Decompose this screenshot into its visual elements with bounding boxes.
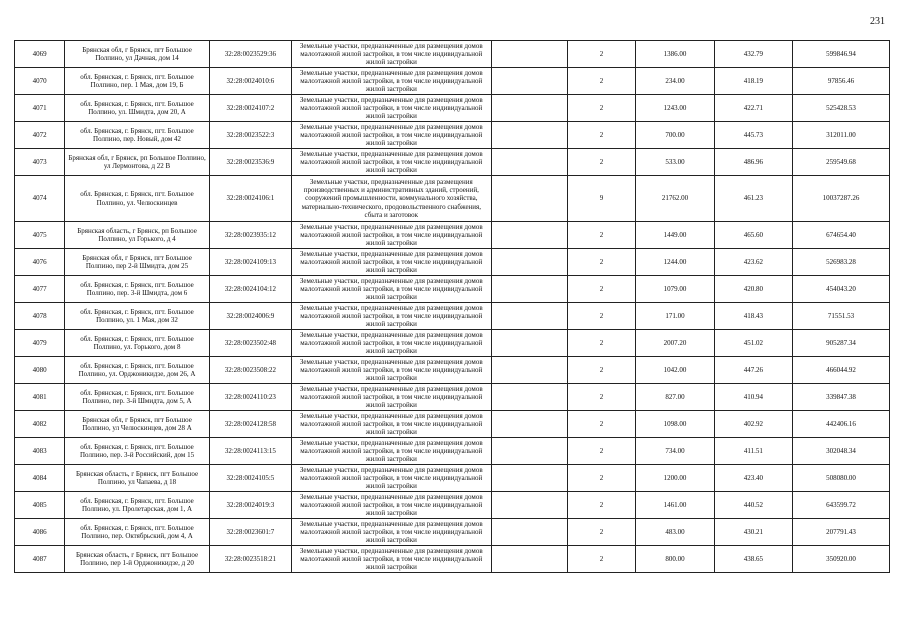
- address-cell: обл. Брянская, г. Брянск, пгт. Большое Полпино, ул. Горького, дом 8: [65, 330, 210, 357]
- table-row: [15, 492, 890, 519]
- empty-cell: [491, 68, 567, 95]
- address-cell: обл. Брянская, г. Брянск, пгт. Большое Полпино, ул. 1 Мая, дом 32: [65, 303, 210, 330]
- row-number: 4081: [15, 384, 65, 411]
- area-cell: 1200.00: [636, 465, 714, 492]
- group-cell: 2: [567, 122, 636, 149]
- empty-cell: [491, 122, 567, 149]
- table-row: [15, 176, 890, 222]
- permitted-use-cell: Земельные участки, предназначенные для размещения домов малоэтажной жилой застройки, в том числе индивидуальной жилой застройки: [291, 492, 491, 519]
- address-cell: Брянская область, г Брянск, пгт Большое Полпино, ул Чапаева, д 18: [65, 465, 210, 492]
- permitted-use-cell: Земельные участки, предназначенные для размещения домов малоэтажной жилой застройки, в том числе индивидуальной жилой застройки: [291, 95, 491, 122]
- row-number: 4076: [15, 249, 65, 276]
- cadastral-number-cell: 32:28:0024113:15: [209, 438, 291, 465]
- empty-cell: [491, 519, 567, 546]
- row-number: 4077: [15, 276, 65, 303]
- area-cell: 1461.00: [636, 492, 714, 519]
- address-cell: обл. Брянская, г. Брянск, пгт. Большое Полпино, ул. Орджоникидзе, дом 26, А: [65, 357, 210, 384]
- row-number: 4074: [15, 176, 65, 222]
- permitted-use-cell: Земельные участки, предназначенные для размещения домов малоэтажной жилой застройки, в том числе индивидуальной жилой застройки: [291, 465, 491, 492]
- cadastral-value-cell: 207791.43: [793, 519, 890, 546]
- empty-cell: [491, 222, 567, 249]
- permitted-use-cell: Земельные участки, предназначенные для размещения производственных и административных зданий, строений, сооружений промышленности, коммунального хозяйства, материально-технического, продовольственного снабжения, сбыта и заготовок: [291, 176, 491, 222]
- unit-price-cell: 461.23: [714, 176, 792, 222]
- address-cell: Брянская обл, г Брянск, пгт Большое Полпино, ул Челюскинцев, дом 28 А: [65, 411, 210, 438]
- empty-cell: [491, 276, 567, 303]
- table-row: [15, 222, 890, 249]
- row-number: 4072: [15, 122, 65, 149]
- cadastral-number-cell: 32:28:0024105:5: [209, 465, 291, 492]
- row-number: 4085: [15, 492, 65, 519]
- row-number: 4070: [15, 68, 65, 95]
- area-cell: 1449.00: [636, 222, 714, 249]
- cadastral-number-cell: 32:28:0024106:1: [209, 176, 291, 222]
- empty-cell: [491, 95, 567, 122]
- row-number: 4069: [15, 41, 65, 68]
- permitted-use-cell: Земельные участки, предназначенные для размещения домов малоэтажной жилой застройки, в том числе индивидуальной жилой застройки: [291, 384, 491, 411]
- unit-price-cell: 422.71: [714, 95, 792, 122]
- table-row: [15, 357, 890, 384]
- empty-cell: [491, 492, 567, 519]
- permitted-use-cell: Земельные участки, предназначенные для размещения домов малоэтажной жилой застройки, в том числе индивидуальной жилой застройки: [291, 546, 491, 573]
- area-cell: 734.00: [636, 438, 714, 465]
- group-cell: 2: [567, 41, 636, 68]
- group-cell: 2: [567, 68, 636, 95]
- group-cell: 2: [567, 330, 636, 357]
- area-cell: 21762.00: [636, 176, 714, 222]
- cadastral-value-cell: 312011.00: [793, 122, 890, 149]
- empty-cell: [491, 546, 567, 573]
- cadastral-number-cell: 32:28:0024109:13: [209, 249, 291, 276]
- row-number: 4083: [15, 438, 65, 465]
- group-cell: 9: [567, 176, 636, 222]
- area-cell: 800.00: [636, 546, 714, 573]
- table-row: [15, 68, 890, 95]
- area-cell: 1244.00: [636, 249, 714, 276]
- permitted-use-cell: Земельные участки, предназначенные для размещения домов малоэтажной жилой застройки, в том числе индивидуальной жилой застройки: [291, 357, 491, 384]
- cadastral-value-cell: 454043.20: [793, 276, 890, 303]
- area-cell: 234.00: [636, 68, 714, 95]
- unit-price-cell: 402.92: [714, 411, 792, 438]
- permitted-use-cell: Земельные участки, предназначенные для размещения домов малоэтажной жилой застройки, в том числе индивидуальной жилой застройки: [291, 519, 491, 546]
- table-row: [15, 276, 890, 303]
- page-number: 231: [870, 16, 885, 27]
- area-cell: 1042.00: [636, 357, 714, 384]
- empty-cell: [491, 438, 567, 465]
- group-cell: 2: [567, 384, 636, 411]
- unit-price-cell: 420.80: [714, 276, 792, 303]
- permitted-use-cell: Земельные участки, предназначенные для размещения домов малоэтажной жилой застройки, в том числе индивидуальной жилой застройки: [291, 149, 491, 176]
- table-row: [15, 546, 890, 573]
- table-row: [15, 465, 890, 492]
- group-cell: 2: [567, 465, 636, 492]
- unit-price-cell: 451.02: [714, 330, 792, 357]
- group-cell: 2: [567, 249, 636, 276]
- area-cell: 2007.20: [636, 330, 714, 357]
- permitted-use-cell: Земельные участки, предназначенные для размещения домов малоэтажной жилой застройки, в том числе индивидуальной жилой застройки: [291, 68, 491, 95]
- table-row: [15, 411, 890, 438]
- group-cell: 2: [567, 149, 636, 176]
- unit-price-cell: 440.52: [714, 492, 792, 519]
- unit-price-cell: 438.65: [714, 546, 792, 573]
- area-cell: 1243.00: [636, 95, 714, 122]
- permitted-use-cell: Земельные участки, предназначенные для размещения домов малоэтажной жилой застройки, в том числе индивидуальной жилой застройки: [291, 276, 491, 303]
- cadastral-number-cell: 32:28:0024104:12: [209, 276, 291, 303]
- address-cell: обл. Брянская, г. Брянск, пгт. Большое Полпино, пер. 3-й Российский, дом 15: [65, 438, 210, 465]
- address-cell: Брянская область, г Брянск, пгт Большое Полпино, пер 1-й Орджоникидзе, д 20: [65, 546, 210, 573]
- unit-price-cell: 447.26: [714, 357, 792, 384]
- empty-cell: [491, 357, 567, 384]
- area-cell: 1079.00: [636, 276, 714, 303]
- group-cell: 2: [567, 276, 636, 303]
- cadastral-number-cell: 32:28:0023935:12: [209, 222, 291, 249]
- unit-price-cell: 432.79: [714, 41, 792, 68]
- area-cell: 827.00: [636, 384, 714, 411]
- address-cell: обл. Брянская, г. Брянск, пгт. Большое Полпино, пер. 3-й Шмидта, дом 6: [65, 276, 210, 303]
- cadastral-value-cell: 674654.40: [793, 222, 890, 249]
- group-cell: 2: [567, 519, 636, 546]
- address-cell: Брянская обл, г Брянск, рп Большое Полпино, ул Лермонтова, д 22 В: [65, 149, 210, 176]
- area-cell: 1386.00: [636, 41, 714, 68]
- unit-price-cell: 411.51: [714, 438, 792, 465]
- area-cell: 1098.00: [636, 411, 714, 438]
- group-cell: 2: [567, 411, 636, 438]
- empty-cell: [491, 303, 567, 330]
- address-cell: Брянская обл, г Брянск, пгт Большое Полпино, пер 2-й Шмидта, дом 25: [65, 249, 210, 276]
- cadastral-value-cell: 526983.28: [793, 249, 890, 276]
- cadastral-number-cell: 32:28:0023536:9: [209, 149, 291, 176]
- cadastral-value-cell: 905287.34: [793, 330, 890, 357]
- address-cell: обл. Брянская, г. Брянск, пгт. Большое Полпино, ул. Челюскинцев: [65, 176, 210, 222]
- cadastral-value-cell: 10037287.26: [793, 176, 890, 222]
- group-cell: 2: [567, 492, 636, 519]
- table-row: [15, 95, 890, 122]
- cadastral-value-cell: 97856.46: [793, 68, 890, 95]
- address-cell: Брянская обл, г Брянск, пгт Большое Полпино, ул Дачная, дом 14: [65, 41, 210, 68]
- cadastral-number-cell: 32:28:0024110:23: [209, 384, 291, 411]
- empty-cell: [491, 249, 567, 276]
- unit-price-cell: 418.19: [714, 68, 792, 95]
- empty-cell: [491, 411, 567, 438]
- table-row: [15, 384, 890, 411]
- empty-cell: [491, 149, 567, 176]
- unit-price-cell: 418.43: [714, 303, 792, 330]
- cadastral-number-cell: 32:28:0023601:7: [209, 519, 291, 546]
- row-number: 4086: [15, 519, 65, 546]
- cadastral-value-cell: 466044.92: [793, 357, 890, 384]
- area-cell: 533.00: [636, 149, 714, 176]
- cadastral-number-cell: 32:28:0023508:22: [209, 357, 291, 384]
- unit-price-cell: 410.94: [714, 384, 792, 411]
- unit-price-cell: 486.96: [714, 149, 792, 176]
- cadastral-value-cell: 259549.68: [793, 149, 890, 176]
- cadastral-number-cell: 32:28:0024019:3: [209, 492, 291, 519]
- table-row: [15, 41, 890, 68]
- address-cell: Брянская область, г Брянск, рп Большое Полпино, ул Горького, д 4: [65, 222, 210, 249]
- address-cell: обл. Брянская, г. Брянск, пгт. Большое Полпино, пер. 1 Мая, дом 19, Б: [65, 68, 210, 95]
- empty-cell: [491, 330, 567, 357]
- permitted-use-cell: Земельные участки, предназначенные для размещения домов малоэтажной жилой застройки, в том числе индивидуальной жилой застройки: [291, 303, 491, 330]
- table-row: [15, 249, 890, 276]
- row-number: 4075: [15, 222, 65, 249]
- permitted-use-cell: Земельные участки, предназначенные для размещения домов малоэтажной жилой застройки, в том числе индивидуальной жилой застройки: [291, 411, 491, 438]
- address-cell: обл. Брянская, г. Брянск, пгт. Большое Полпино, ул. Пролетарская, дом 1, А: [65, 492, 210, 519]
- row-number: 4073: [15, 149, 65, 176]
- area-cell: 483.00: [636, 519, 714, 546]
- cadastral-value-cell: 71551.53: [793, 303, 890, 330]
- cadastral-number-cell: 32:28:0023522:3: [209, 122, 291, 149]
- cadastral-number-cell: 32:28:0023502:48: [209, 330, 291, 357]
- empty-cell: [491, 41, 567, 68]
- table-row: [15, 303, 890, 330]
- group-cell: 2: [567, 303, 636, 330]
- cadastral-value-cell: 643599.72: [793, 492, 890, 519]
- permitted-use-cell: Земельные участки, предназначенные для размещения домов малоэтажной жилой застройки, в том числе индивидуальной жилой застройки: [291, 249, 491, 276]
- unit-price-cell: 445.73: [714, 122, 792, 149]
- cadastral-number-cell: 32:28:0023518:21: [209, 546, 291, 573]
- area-cell: 700.00: [636, 122, 714, 149]
- row-number: 4078: [15, 303, 65, 330]
- address-cell: обл. Брянская, г. Брянск, пгт. Большое Полпино, пер. 3-й Шмидта, дом 5, А: [65, 384, 210, 411]
- cadastral-value-cell: 339847.38: [793, 384, 890, 411]
- cadastral-value-cell: 599846.94: [793, 41, 890, 68]
- cadastral-value-cell: 302048.34: [793, 438, 890, 465]
- group-cell: 2: [567, 357, 636, 384]
- permitted-use-cell: Земельные участки, предназначенные для размещения домов малоэтажной жилой застройки, в том числе индивидуальной жилой застройки: [291, 41, 491, 68]
- group-cell: 2: [567, 222, 636, 249]
- permitted-use-cell: Земельные участки, предназначенные для размещения домов малоэтажной жилой застройки, в том числе индивидуальной жилой застройки: [291, 122, 491, 149]
- permitted-use-cell: Земельные участки, предназначенные для размещения домов малоэтажной жилой застройки, в том числе индивидуальной жилой застройки: [291, 438, 491, 465]
- table-row: [15, 149, 890, 176]
- cadastral-number-cell: 32:28:0024107:2: [209, 95, 291, 122]
- cadastral-number-cell: 32:28:0024006:9: [209, 303, 291, 330]
- empty-cell: [491, 465, 567, 492]
- cadastral-value-cell: 525428.53: [793, 95, 890, 122]
- unit-price-cell: 423.62: [714, 249, 792, 276]
- row-number: 4071: [15, 95, 65, 122]
- permitted-use-cell: Земельные участки, предназначенные для размещения домов малоэтажной жилой застройки, в том числе индивидуальной жилой застройки: [291, 222, 491, 249]
- cadastral-number-cell: 32:28:0024128:58: [209, 411, 291, 438]
- row-number: 4087: [15, 546, 65, 573]
- cadastral-value-table: [14, 40, 890, 573]
- address-cell: обл. Брянская, г. Брянск, пгт. Большое Полпино, ул. Шмидта, дом 20, А: [65, 95, 210, 122]
- address-cell: обл. Брянская, г. Брянск, пгт. Большое Полпино, пер. Новый, дом 42: [65, 122, 210, 149]
- group-cell: 2: [567, 95, 636, 122]
- cadastral-value-cell: 442406.16: [793, 411, 890, 438]
- row-number: 4079: [15, 330, 65, 357]
- cadastral-value-cell: 508080.00: [793, 465, 890, 492]
- cadastral-number-cell: 32:28:0024010:6: [209, 68, 291, 95]
- area-cell: 171.00: [636, 303, 714, 330]
- cadastral-number-cell: 32:28:0023529:36: [209, 41, 291, 68]
- row-number: 4080: [15, 357, 65, 384]
- unit-price-cell: 423.40: [714, 465, 792, 492]
- empty-cell: [491, 384, 567, 411]
- row-number: 4082: [15, 411, 65, 438]
- table-row: [15, 519, 890, 546]
- row-number: 4084: [15, 465, 65, 492]
- unit-price-cell: 465.60: [714, 222, 792, 249]
- group-cell: 2: [567, 438, 636, 465]
- table-row: [15, 438, 890, 465]
- unit-price-cell: 430.21: [714, 519, 792, 546]
- table-row: [15, 122, 890, 149]
- cadastral-value-cell: 350920.00: [793, 546, 890, 573]
- address-cell: обл. Брянская, г. Брянск, пгт. Большое Полпино, пер. Октябрьский, дом 4, А: [65, 519, 210, 546]
- permitted-use-cell: Земельные участки, предназначенные для размещения домов малоэтажной жилой застройки, в том числе индивидуальной жилой застройки: [291, 330, 491, 357]
- empty-cell: [491, 176, 567, 222]
- table-row: [15, 330, 890, 357]
- group-cell: 2: [567, 546, 636, 573]
